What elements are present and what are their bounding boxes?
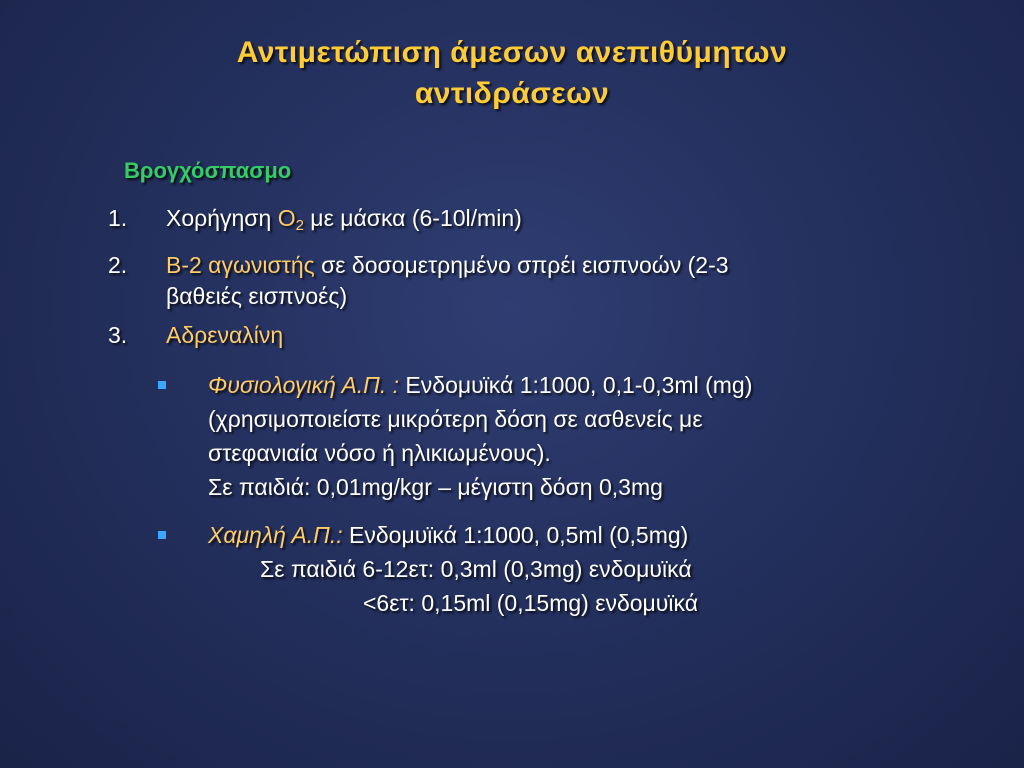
bullet-label: Χαμηλή Α.Π.:	[208, 522, 343, 548]
step-text	[166, 320, 906, 351]
bullet-line-2: Σε παιδιά 6-12ετ: 0,3ml (0,3mg) ενδομυϊκά	[260, 556, 692, 582]
adrenaline-label: Αδρεναλίνη	[166, 322, 284, 348]
oxygen-subscript: 2	[295, 217, 304, 234]
oxygen-label: $O_2$	[277, 205, 304, 234]
bullet-text	[208, 368, 928, 504]
square-bullet-icon	[158, 531, 166, 539]
step-text	[166, 203, 906, 241]
slide-title-line-2: αντιδράσεων	[414, 77, 610, 110]
slide-title-line-1: Αντιμετώπιση άμεσων ανεπιθύμητων	[236, 36, 788, 69]
bullet-line-4: Σε παιδιά: 0,01mg/kgr – μέγιστη δόση 0,3mg	[208, 474, 663, 500]
bullet-line-1: Φυσιολογική Α.Π. : Ενδομυϊκά 1:1000, 0,1-0,3ml (mg)	[208, 372, 753, 398]
step-text	[166, 250, 906, 312]
section-heading: Βρογχόσπασμο	[124, 158, 292, 183]
bullet-label: Φυσιολογική Α.Π. :	[208, 372, 400, 398]
beta2-agonist-label: Β-2 αγωνιστής	[166, 252, 315, 278]
step-number: 1.	[108, 205, 128, 231]
step-text-post: σε δοσομετρημένο σπρέι εισπνοών (2-3	[314, 252, 729, 278]
step-text-pre: Χορήγηση	[166, 205, 278, 231]
bullet-line-1: Χαμηλή Α.Π.: Ενδομυϊκά 1:1000, 0,5ml (0,5mg)	[208, 522, 689, 548]
bullet-line-3: <6ετ: 0,15ml (0,15mg) ενδομυϊκά	[363, 590, 698, 616]
slide-title	[0, 32, 1024, 114]
bullet-line-3: στεφανιαία νόσο ή ηλικιωμένους).	[208, 440, 551, 466]
step-text-post: με μάσκα (6-10l/min)	[303, 205, 522, 231]
bullet-line-2: (χρησιμοποιείστε μικρότερη δόση σε ασθενείς με	[208, 406, 703, 432]
square-bullet-icon	[158, 381, 166, 389]
step-number: 3.	[108, 322, 128, 348]
step-number: 2.	[108, 252, 128, 278]
bullet-text	[208, 518, 928, 620]
step-text-continued: βαθειές εισπνοές)	[166, 283, 348, 309]
